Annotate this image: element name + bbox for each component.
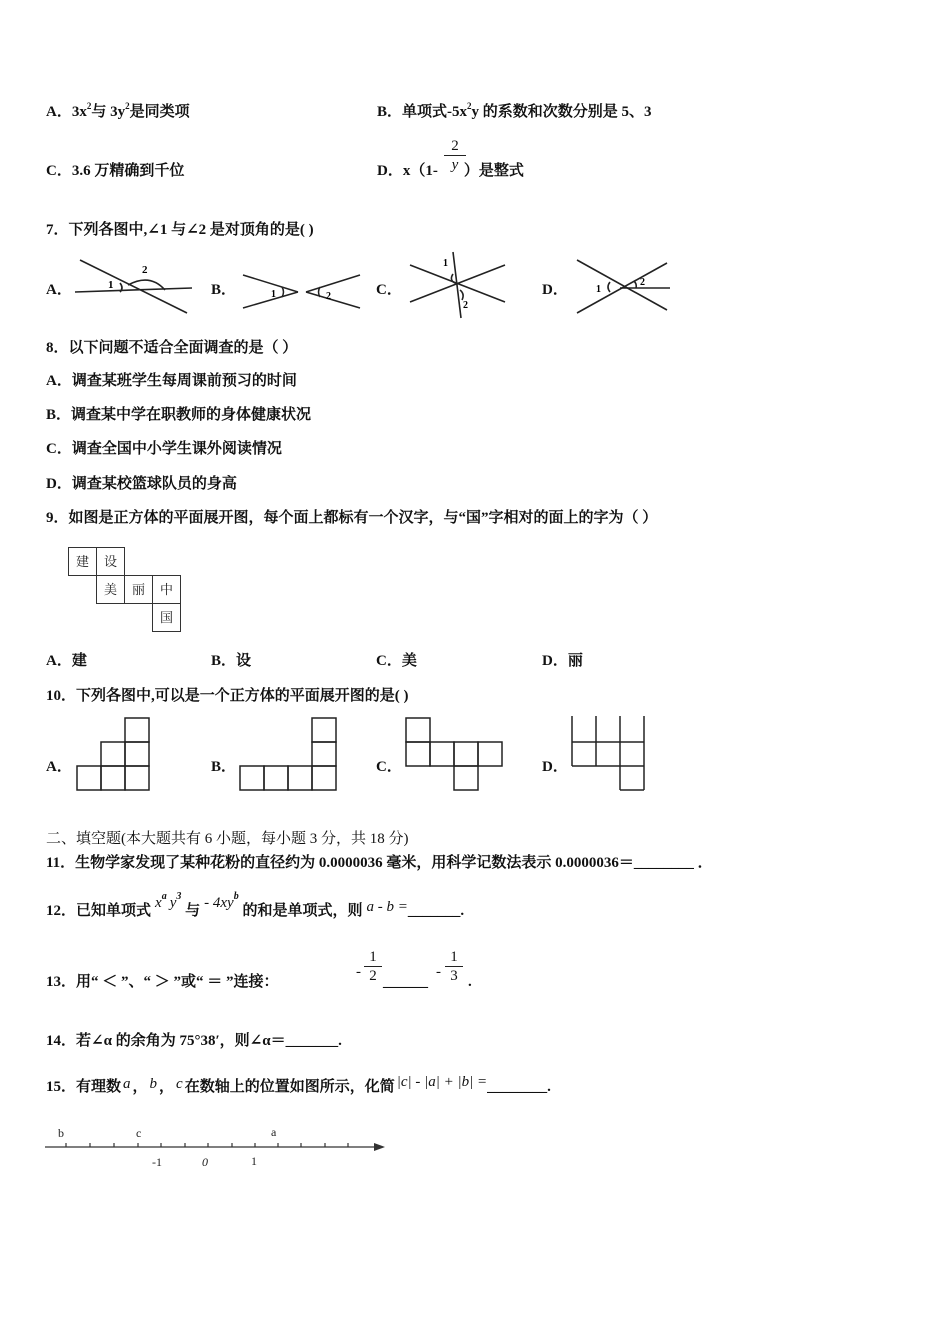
net-face-mei: 美 xyxy=(103,582,118,597)
q9-option-c: C．美 xyxy=(376,653,417,669)
q7-a-angle1: 1 xyxy=(108,279,114,291)
q10-label-c: C． xyxy=(376,759,402,775)
q13-blank: ______ xyxy=(383,974,428,990)
q9-option-a: A．建 xyxy=(46,653,87,669)
q7-a-angle2: 2 xyxy=(142,264,148,276)
q7-figure-a xyxy=(70,255,195,317)
q10-label-d: D． xyxy=(542,759,568,775)
q10-figure-b xyxy=(238,716,340,794)
q7-figure-d xyxy=(572,255,672,317)
q6-option-d: D．x（1- ）是整式 xyxy=(377,163,524,179)
q8-stem: 8．以下问题不适合全面调查的是（ ） xyxy=(46,340,298,356)
q9-cube-net xyxy=(67,546,185,634)
q7-b-angle2: 2 xyxy=(326,291,331,302)
q13-text: 13．用“ ＜ ”、“ ＞ ”或“ ＝ ”连接： xyxy=(46,974,279,990)
q10-stem: 10．下列各图中,可以是一个正方体的平面展开图的是( ) xyxy=(46,688,409,704)
numberline-label-c: c xyxy=(136,1126,142,1140)
q8-option-c: C．调查全国中小学生课外阅读情况 xyxy=(46,441,282,457)
net-face-zhong: 中 xyxy=(159,582,174,597)
q13-fraction-2: $\frac{1}{3}$ xyxy=(445,948,463,985)
q10-figure-a xyxy=(75,716,153,794)
q7-b-angle1: 1 xyxy=(271,289,276,300)
q13-fraction-1: $\frac{1}{2}$ xyxy=(364,948,382,985)
q6-option-d-fraction: $\frac{2}{y}$ xyxy=(444,137,466,174)
q8-option-d: D．调查某校篮球队员的身高 xyxy=(46,476,237,492)
q7-figure-c xyxy=(405,250,510,320)
net-face-jian: 建 xyxy=(75,554,90,569)
q10-figure-c xyxy=(404,716,508,794)
q15-number-line xyxy=(40,1120,390,1172)
q7-figure-b xyxy=(240,270,365,310)
numberline-tick-neg1: -1 xyxy=(152,1155,162,1169)
q13-minus-2: - xyxy=(436,964,441,980)
numberline-label-b: b xyxy=(58,1126,64,1140)
q9-option-d: D．丽 xyxy=(542,653,583,669)
numberline-label-a: a xyxy=(271,1125,277,1139)
q7-c-angle2: 2 xyxy=(463,300,468,311)
net-face-guo: 国 xyxy=(159,610,174,625)
q7-label-a: A． xyxy=(46,282,72,298)
q13-end: . xyxy=(468,974,472,990)
q7-label-b: B． xyxy=(211,282,237,298)
arrow-right-icon xyxy=(374,1143,385,1151)
net-face-li: 丽 xyxy=(131,582,146,597)
q7-label-c: C． xyxy=(376,282,402,298)
q9-option-b: B．设 xyxy=(211,653,252,669)
numberline-tick-0: 0 xyxy=(202,1155,208,1169)
q13-minus-1: - xyxy=(356,964,361,980)
q7-d-angle1: 1 xyxy=(596,284,601,295)
q6-option-c: C．3.6 万精确到千位 xyxy=(46,163,185,179)
q11-text: 11．生物学家发现了某种花粉的直径约为 0.0000036 毫米，用科学记数法表示 0.0000036＝________ ． xyxy=(46,855,713,871)
net-face-she: 设 xyxy=(103,554,118,569)
q7-d-angle2: 2 xyxy=(640,277,645,288)
q9-stem: 9．如图是正方体的平面展开图，每个面上都标有一个汉字，与“国”字相对的面上的字为（ ） xyxy=(46,510,658,526)
q10-label-a: A． xyxy=(46,759,72,775)
q6-option-b: B．单项式$-5x^2y$ 的系数和次数分别是 5、3 xyxy=(377,101,652,120)
numberline-tick-1: 1 xyxy=(251,1154,257,1168)
q14-text: 14．若∠α 的余角为 75°38′，则∠α＝_______. xyxy=(46,1033,342,1049)
q7-stem: 7．下列各图中,∠1 与∠2 是对顶角的是( ) xyxy=(46,222,314,238)
section-heading-fill-in: 二、填空题(本大题共有 6 小题，每小题 3 分，共 18 分) xyxy=(46,831,409,847)
q6-option-a: A．$3x^2$与 $3y^2$是同类项 xyxy=(46,101,190,120)
q8-option-b: B．调查某中学在职教师的身体健康状况 xyxy=(46,407,312,423)
q7-label-d: D． xyxy=(542,282,568,298)
q15-text: 15．有理数 a ， b ， c 在数轴上的位置如图所示，化简 |c| - |a| + |b| =________. xyxy=(46,1074,551,1095)
q7-c-angle1: 1 xyxy=(443,258,448,269)
q10-figure-d xyxy=(568,716,650,794)
q8-option-a: A．调查某班学生每周课前预习的时间 xyxy=(46,373,297,389)
q10-label-b: B． xyxy=(211,759,237,775)
q12-text: 12．已知单项式 $x^a$ $y^3$ 与 - $4xy^b$ 的和是单项式，则 a - b =_______. xyxy=(46,891,465,919)
